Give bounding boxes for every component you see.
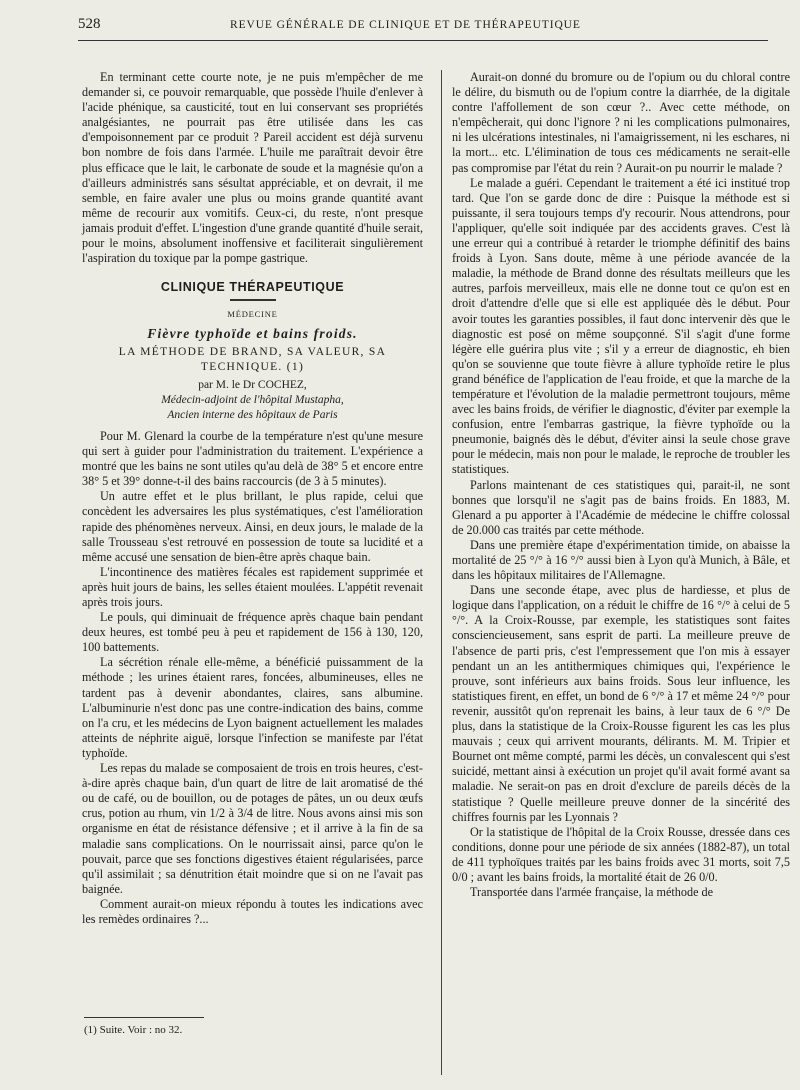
body-paragraph: Pour M. Glenard la courbe de la température n'est qu'une mesure qui sert à guider pour l'administration du traitement. L'expérience a montré que les bains ne sont utiles qu'au delà de 38° 5 et encore entre 38° 5 et 39° donne-t-il des bains raccourcis (de 3 à 5 minutes).: [82, 428, 423, 489]
body-paragraph: Parlons maintenant de ces statistiques qui, parait-il, ne sont bonnes que lorsqu'il ne s'agit pas de bains froids. En 1883, M. Glenard a pu apporter à l'Académie de médecine le chiffre colossal de 20.000 cas traités par cette méthode.: [452, 477, 790, 537]
body-paragraph: Dans une première étape d'expérimentation timide, on abaisse la mortalité de 25 °/° à 16 °/° aussi bien à Lyon qu'à Munich, à Bâle, et dans les hôpitaux militaires de l'Allemagne.: [452, 537, 790, 583]
body-paragraph: Le pouls, qui diminuait de fréquence après chaque bain pendant deux heures, est tombé peu à peu et rapidement de 156 à 130, 120, 100 battements.: [82, 610, 423, 655]
section-heading-rule: [230, 299, 276, 301]
body-paragraph: Aurait-on donné du bromure ou de l'opium ou du chloral contre le délire, du bismuth ou de l'opium contre la diarrhée, de la digitale contre l'affollement de son cœur ?.. Avec cette méthode, on n'empêcherait, qui donc l'ignore ? ni les complications pulmonaires, ni les ulcérations intestinales, ni l'amaigrissement, ni les eschares, ni la mort... etc. L'élimination de tous ces médicaments ne serait-elle pas compromise par l'état du rein ? Aurait-on pu nourrir le malade ?: [452, 70, 790, 175]
body-paragraph: Un autre effet et le plus brillant, le plus rapide, celui que concèdent les adversaires les plus systématiques, c'est l'amélioration rapide des phénomènes nerveux. Ainsi, en deux jours, le malade de la salle Trousseau s'est retrouvé en possession de toute sa lucidité et a même accusé une sensation de bien-être après chaque bain.: [82, 489, 423, 564]
body-paragraph: L'incontinence des matières fécales est rapidement supprimée et après huit jours de bains, les selles étaient moulées. L'appétit revenait après trois jours.: [82, 564, 423, 609]
author-byline: par M. le Dr COCHEZ,: [198, 378, 307, 391]
article-title: Fièvre typhoïde et bains froids.: [147, 326, 358, 342]
running-head: [78, 14, 768, 41]
author-affiliation: Médecin-adjoint de l'hôpital Mustapha,: [161, 393, 344, 406]
column-divider: [441, 70, 442, 1075]
body-paragraph: Comment aurait-on mieux répondu à toutes les indications avec les remèdes ordinaires ?...: [82, 896, 423, 926]
body-paragraph: Or la statistique de l'hôpital de la Croix Rousse, dressée dans ces conditions, donne pour une période de six années (1882-87), un total de 411 typhoïques traités par les bains froids avec 31 morts, soit 7,5 0/0 ; avant les bains froids, la mortalité était de 26 0/0.: [452, 824, 790, 884]
footnote: (1) Suite. Voir : no 32.: [84, 1024, 183, 1036]
body-paragraph: Le malade a guéri. Cependant le traitement a été ici institué trop tard. Que l'on se garde donc de dire : Puisque la méthode est si puissante, il sera toujours temps d'y recourir. Nous attendrons, pour l'appliquer, qu'elle soit indiquée par des accidents graves. C'est là une erreur qui a contribué à retarder le triomphe définitif des bains froids à Lyon. Sans doute, même à une période avancée de la maladie, la méthode de Brand donne des résultats meilleurs que les autres, parfois merveilleux, mais elle ne donne tout ce qu'on est en droit d'attendre d'elle que si elle est appliquée dès le début. Pour avoir toutes les garanties possibles, il faut donc intervenir dès que le diagnostic est posé on même soupçonné. S'il s'agit d'une forme légère elle guérira plus vite ; s'il y a erreur de diagnostic, eh bien qu'on se souvienne que toute fièvre à allure typhoïde retire le plus grand bénéfice de l'application de l'eau froide, et que la marche de la température et l'évolution de la maladie permettront toujours, même avec les bains froids, de vérifier le diagnostic, d'éviter par exemple la confusion, entre l'embarras gastrique, la fièvre typhoïde ou la pneumonie, baignés dès le début, d'éviter ainsi la seule chose grave pour le médecin, mais non pour le malade, le reproche de troubler les statistiques.: [452, 175, 790, 477]
body-paragraph: Les repas du malade se composaient de trois en trois heures, c'est-à-dire après chaque bain, d'un quart de litre de lait aromatisé de thé ou de café, ou de bouillon, ou de potages de pâtes, un ou deux œufs crus, potion au rhum, vin 1/2 à 3/4 de litre. Nous avons ainsi mis son organisme en état de résistance défensive ; et il arrive à la fin de sa maladie sans complications. On le nourrissait ainsi, parce qu'on le pouvait, parce que ses fonctions digestives étaient régularisées, parce qu'il assimilait ; sa dénutrition était moindre que si on ne l'avait pas baignée.: [82, 761, 423, 896]
body-paragraph: Dans une seconde étape, avec plus de hardiesse, et plus de logique dans l'application, on a réduit le chiffre de 16 °/° à celui de 5 °/°. A la Croix-Rousse, par exemple, les statistiques sont faites consciencieusement, sans esprit de parti. La meilleure preuve de l'absence de parti pris, c'est l'empressement que l'on mis à essayer pendant un an les antithermiques chimiques qui, l'expérience le prouve, sont inférieurs aux bains froids. Sous leur influence, les statistiques firent, en effet, un bond de 6 °/° à 17 et même 24 °/° pour revenir, aussitôt qu'on reprenait les bains, à leur taux de 6 °/° De plus, dans la statistique de la Croix-Rousse figurent les cas les plus mauvais ; ceux qui arrivent mourants, délirants. M. M. Tripier et Bournet ont même compté, parmi les décès, un convalescent qui s'est suicidé, mettant ainsi à exécution un projet qu'il avait formé avant sa maladie. Ne serait-on pas en droit d'exclure de pareils décès de la statistique ? Quelle meilleure preuve donner de la sincérité des chiffres fournis par les Lyonnais ?: [452, 583, 790, 824]
left-column: [82, 70, 423, 927]
intro-paragraph: En terminant cette courte note, je ne puis m'empêcher de me demander si, ce pouvoir remarquable, que possède l'huile d'enlever à l'acide phénique, sa causticité, tout en lui conservant ses propriétés analgésiantes, ne pourrait pas être utilisée dans les cas d'empoisonnement par ce produit ? Pareil accident est déjà survenu bon nombre de fois dans l'armée. L'huile me paraîtrait devoir être plus efficace que le lait, le carbonate de soude et la magnésie qu'on a d'ailleurs administrés sans sésultat appréciable, et on devrait, il me semble, en faire avaler une plus ou moins grande quantité avant même de recourir aux vomitifs. Ceux-ci, du reste, n'ont presque jamais produit d'effet. L'ingestion d'une grande quantité d'huile serait, pour le moins, absolument inoffensive et faciliterait singulièrement l'aspiration du toxique par la pompe gastrique.: [82, 70, 423, 266]
body-paragraph: Transportée dans l'armée française, la méthode de: [470, 885, 714, 900]
page-number: 528: [78, 16, 101, 32]
footnote-rule: [84, 1017, 204, 1018]
author-affiliation: Ancien interne des hôpitaux de Paris: [167, 408, 338, 421]
body-paragraph: La sécrétion rénale elle-même, a bénéficié puissamment de la méthode ; les urines étaient rares, foncées, albumineuses, elles ne tardent pas à devenir abondantes, claires, sans albumine. L'albuminurie n'est donc pas une contre-indication des bains, comme on l'a cru, et les médecins de Lyon baignent actuellement les malades atteints de néphrite aiguë, lorsque l'infection se manifeste par l'état typhoïde.: [82, 655, 423, 760]
section-heading: CLINIQUE THÉRAPEUTIQUE: [160, 280, 345, 295]
section-subheading: MÉDECINE: [227, 309, 278, 320]
article-subtitle: LA MÉTHODE DE BRAND, SA VALEUR, SA TECHNIQUE. (1): [118, 345, 387, 373]
right-column: [452, 70, 790, 900]
journal-title: REVUE GÉNÉRALE DE CLINIQUE ET DE THÉRAPEUTIQUE: [230, 19, 581, 31]
